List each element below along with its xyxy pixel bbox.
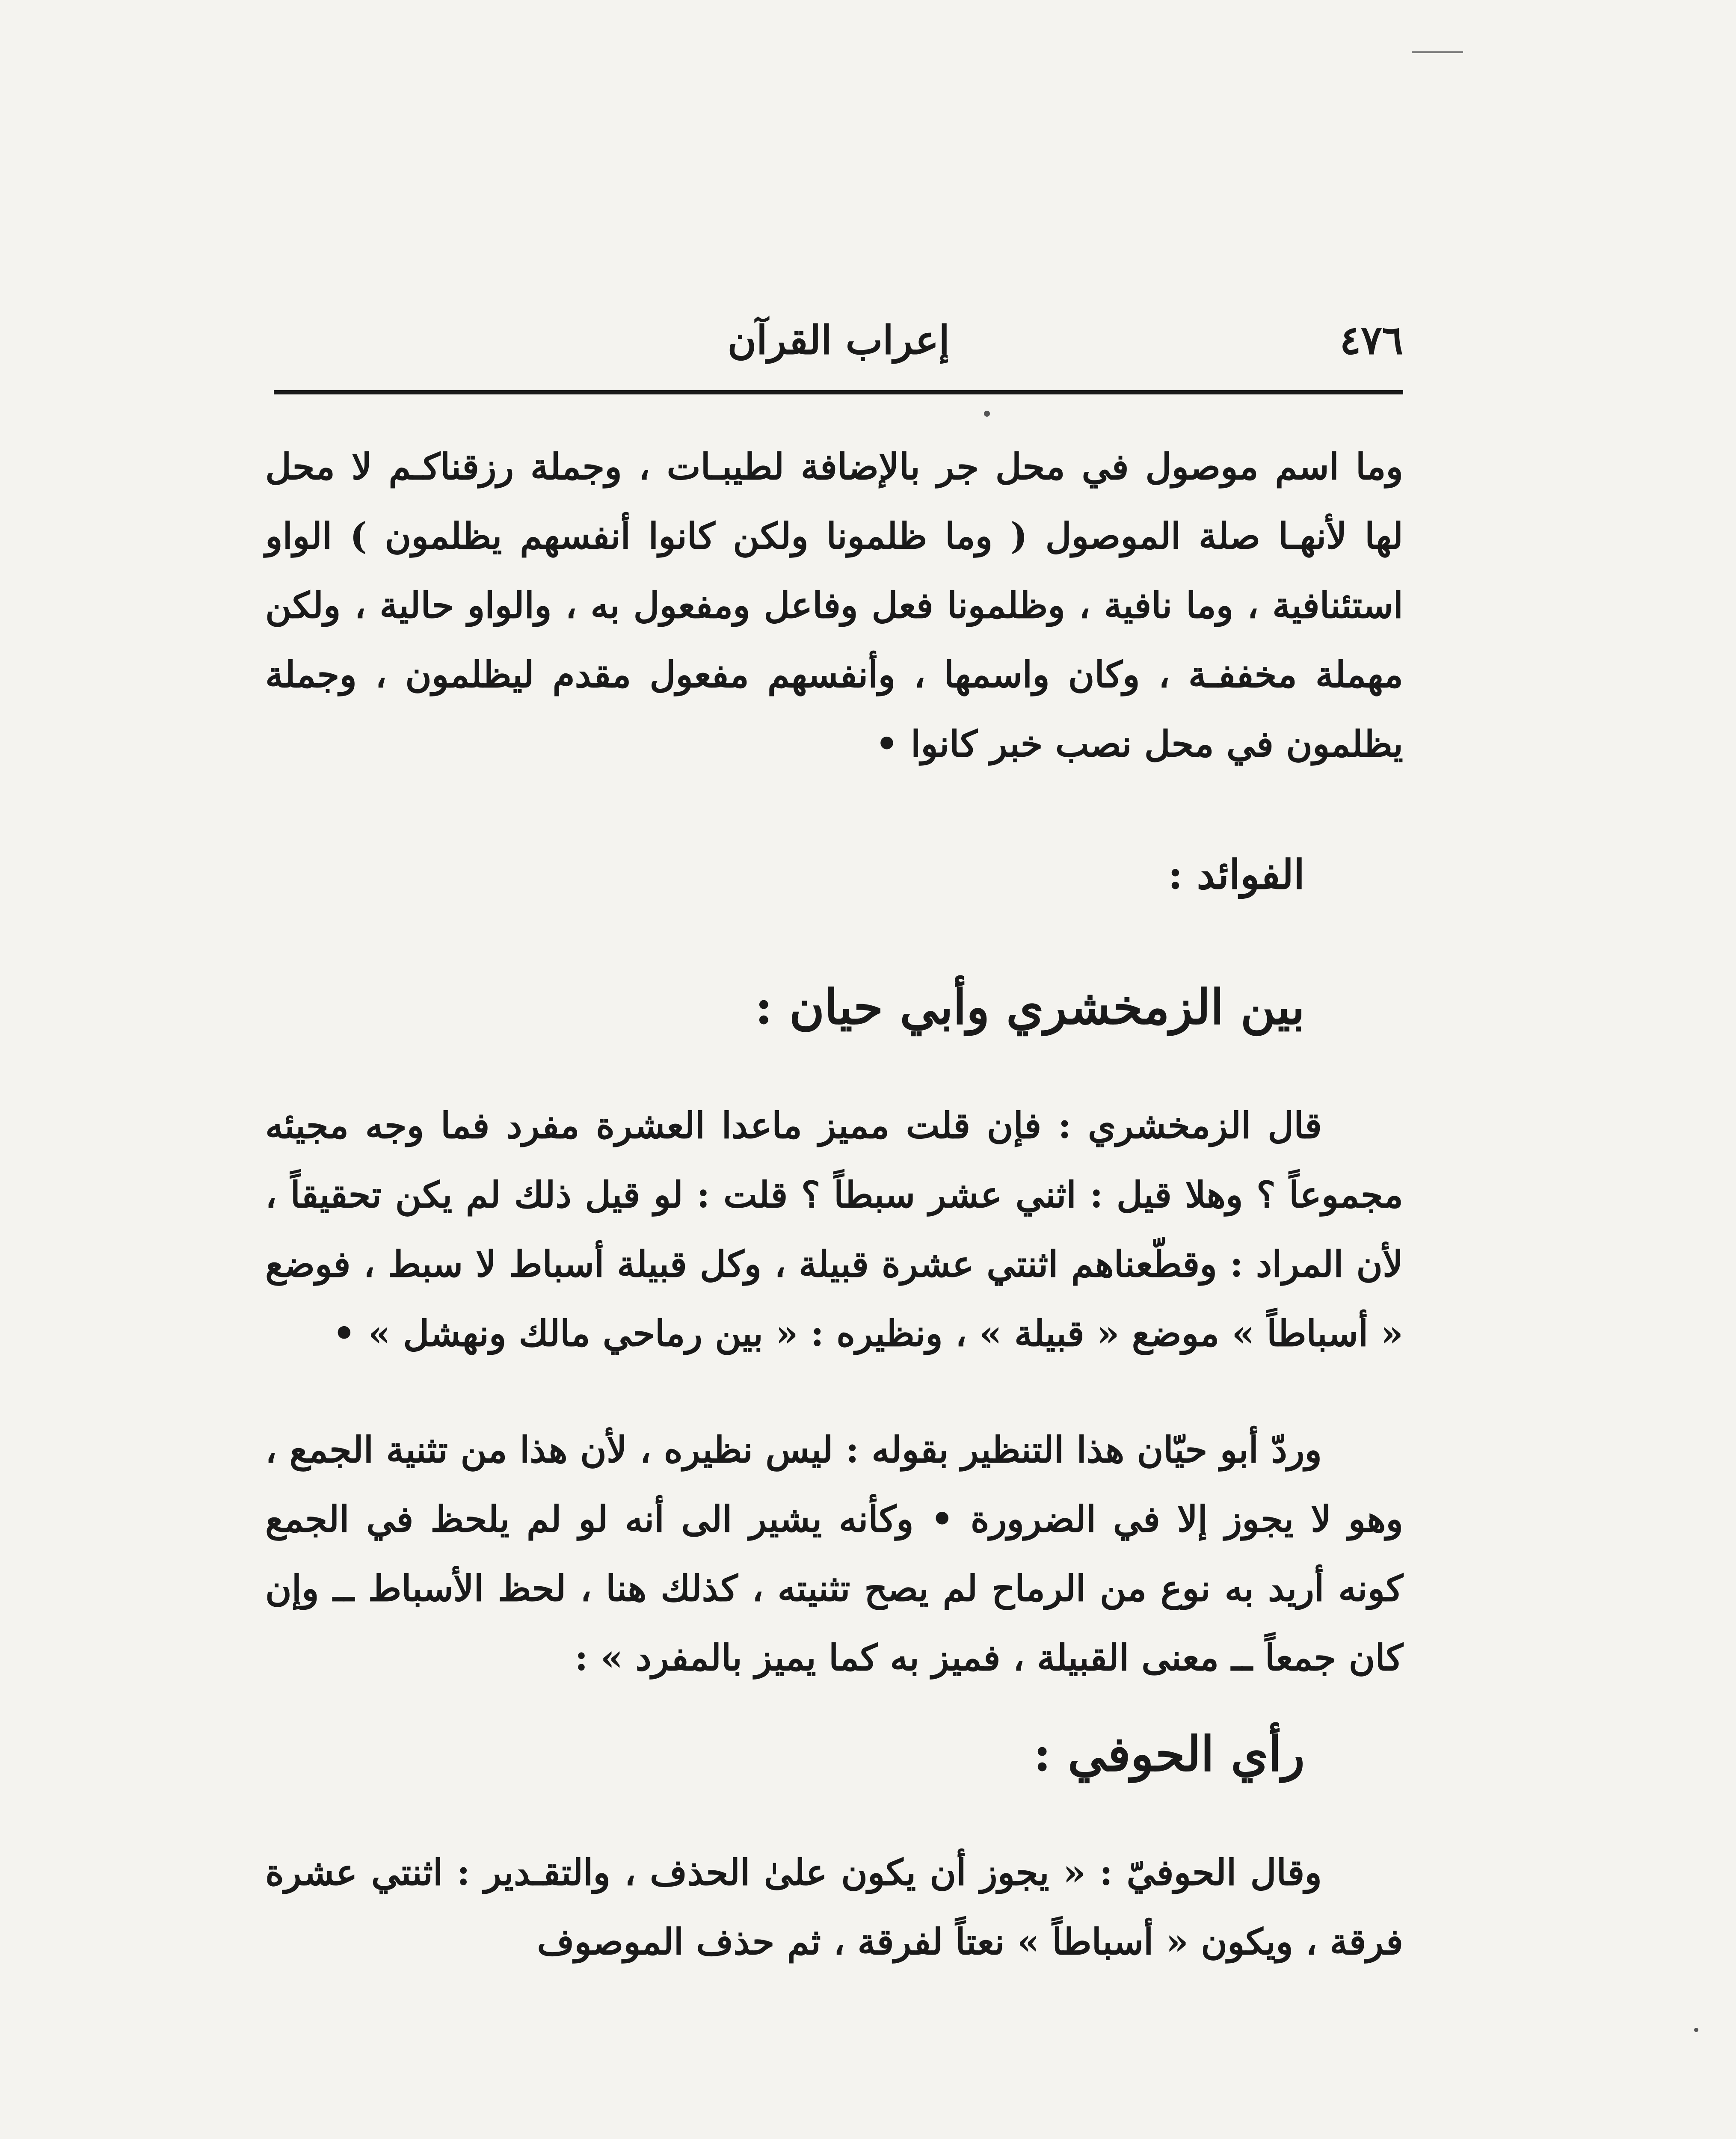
section-heading-fawaid: الفوائد : <box>1168 851 1305 898</box>
section-heading-hawfi: رأي الحوفي : <box>1033 1726 1305 1782</box>
scan-speck <box>984 411 990 417</box>
paragraph-hawfi: وقال الحوفيّ : « يجوز أن يكون علىٰ الحذف ، والتقـدير : اثنتي عشرة فرقة ، ويكون « أسباطاً » نعتاً لفرقة ، ثم حذف الموصوف <box>265 1851 1403 1963</box>
header-rule <box>274 390 1403 394</box>
paragraph-irab-continuation: وما اسم موصول في محل جر بالإضافة لطيبـات ، وجملة رزقناكـم لا محل لها لأنهـا صلة الموصول ( وما ظلمونا ولكن كانوا أنفسهم يظلمون ) الواو استئنافية ، وما نافية ، وظلمونا فعل وفاعل ومفعول به ، والواو حالية ، ولكن مهملة مخففـة ، وكان واسمها ، وأنفسهم مفعول مقدم ليظلمون ، وجملة يظلمون في محل نصب خبر كانوا • <box>265 445 1404 765</box>
paragraph-zamakhshari: قال الزمخشري : فإن قلت مميز ماعدا العشرة مفرد فما وجه مجيئه مجموعاً ؟ وهلا قيل : اثني عشر سبطاً ؟ قلت : لو قيل ذلك لم يكن تحقيقاً ، لأن المراد : وقطّعناهم اثنتي عشرة قبيلة ، وكل قبيلة أسباط لا سبط ، فوضع « أسباطاً » موضع « قبيلة » ، ونظيره : « بين رماحي مالك ونهشل » • <box>265 1104 1403 1354</box>
scan-speck <box>1694 2028 1698 2032</box>
paragraph-abu-hayyan: وردّ أبو حيّان هذا التنظير بقوله : ليس نظيره ، لأن هذا من تثنية الجمع ، وهو لا يجوز إلا في الضرورة • وكأنه يشير الى أنه لو لم يلحظ في الجمع كونه أريد به نوع من الرماح لم يصح تثنيته ، كذلك هنا ، لحظ الأسباط ــ وإن كان جمعاً ــ معنى القبيلة ، فميز به كما يميز بالمفرد » : <box>265 1428 1403 1679</box>
page-header <box>274 308 1403 389</box>
running-title: إعراب القرآن <box>727 317 950 363</box>
section-heading-zamakhshari-abu-hayyan: بين الزمخشري وأبي حيان : <box>755 979 1305 1035</box>
page-number: ٤٧٦ <box>1339 317 1403 363</box>
page-body <box>265 432 1403 1976</box>
scan-edge-mark <box>1412 51 1463 53</box>
